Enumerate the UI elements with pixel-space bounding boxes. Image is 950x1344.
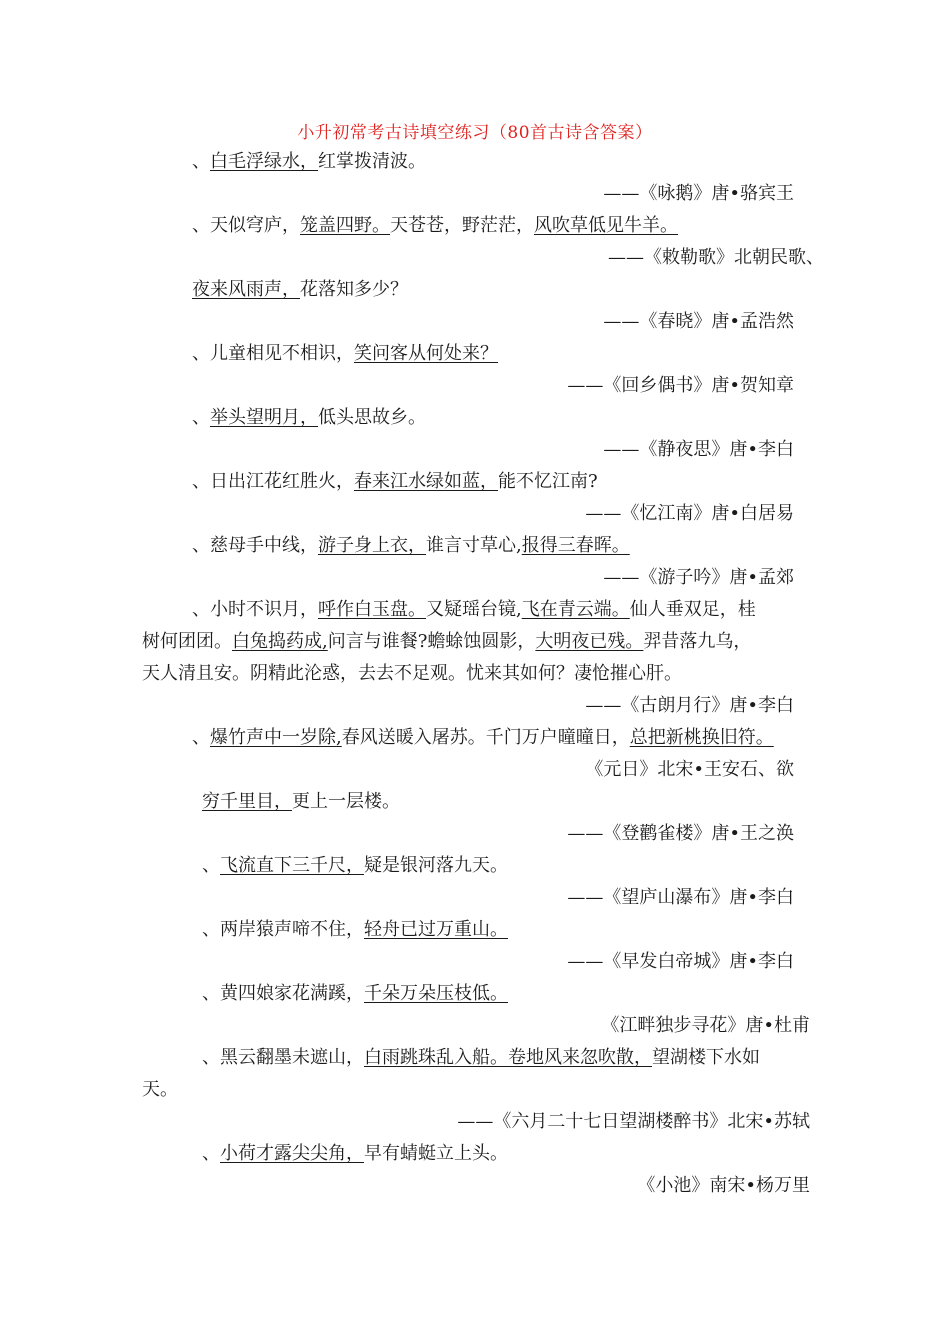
answer-blank: 游子身上衣， xyxy=(318,535,426,556)
poem-source: ——《游子吟》唐•孟郊 xyxy=(603,567,794,588)
verse-text: 、黑云翻墨未遮山， xyxy=(202,1047,364,1068)
verse-text: 谁言寸草心, xyxy=(426,535,522,556)
verse-text: 问言与谁餐?蟾蜍蚀圆影， xyxy=(327,631,536,652)
verse-text: 更上一层楼。 xyxy=(292,791,400,812)
verse-text: 能不忆江南? xyxy=(498,471,598,492)
verse-text: 天人清且安。阴精此沦惑，去去不足观。忧来其如何？凄怆摧心肝。 xyxy=(142,663,682,684)
verse-line xyxy=(142,662,682,686)
document-title: 小升初常考古诗填空练习（80首古诗含答案） xyxy=(297,123,653,143)
answer-blank: 爆竹声中一岁除, xyxy=(210,727,342,748)
verse-text: 早有蜻蜓立上头。 xyxy=(364,1143,508,1164)
answer-blank: 风吹草低见牛羊。 xyxy=(534,215,678,236)
answer-blank: 总把新桃换旧符。 xyxy=(629,727,774,748)
verse-text: 、日出江花红胜火， xyxy=(192,471,354,492)
poem-source: ——《望庐山瀑布》唐•李白 xyxy=(567,887,794,908)
verse-text: 疑是银河落九天。 xyxy=(364,855,508,876)
poem-source: 《江畔独步寻花》唐•杜甫 xyxy=(601,1015,810,1036)
verse-line xyxy=(142,1078,178,1102)
poem-source: ——《静夜思》唐•李白 xyxy=(603,439,794,460)
poem-source: ——《早发白帝城》唐•李白 xyxy=(567,951,794,972)
verse-line xyxy=(202,790,400,814)
poem-source: ——《回乡偶书》唐•贺知章 xyxy=(567,375,794,396)
verse-text: 、 xyxy=(192,727,210,748)
answer-blank: 举头望明月， xyxy=(210,407,318,428)
verse-text: 天苍苍，野茫茫， xyxy=(390,215,534,236)
verse-text: 望湖楼下水如 xyxy=(652,1047,760,1068)
verse-text: 、 xyxy=(202,855,220,876)
verse-line xyxy=(142,630,751,654)
answer-blank: 穷千里目， xyxy=(202,791,292,812)
verse-text: 、黄四娘家花满蹊， xyxy=(202,983,364,1004)
poem-source: 《小池》南宋•杨万里 xyxy=(637,1175,810,1196)
verse-text: 、 xyxy=(192,151,210,172)
answer-blank: 笑问客从何处来？ xyxy=(354,343,498,364)
verse-text: 花落知多少？ xyxy=(300,279,408,300)
poem-source: ——《古朗月行》唐•李白 xyxy=(585,695,794,716)
verse-line xyxy=(202,918,508,942)
answer-blank: 大明夜已残。 xyxy=(535,631,644,652)
answer-blank: 夜来风雨声， xyxy=(192,279,300,300)
verse-text: 、 xyxy=(192,407,210,428)
poem-source: ——《忆江南》唐•白居易 xyxy=(585,503,794,524)
answer-blank: 飞流直下三千尺， xyxy=(220,855,364,876)
verse-text: 低头思故乡。 xyxy=(318,407,426,428)
verse-text: 天。 xyxy=(142,1079,178,1100)
verse-line xyxy=(192,726,774,750)
answer-blank: 呼作白玉盘。 xyxy=(318,599,426,620)
verse-text: 又疑瑶台镜, xyxy=(426,599,522,620)
verse-line xyxy=(192,534,630,558)
verse-line xyxy=(192,278,408,302)
poem-source: 《元日》北宋•王安石、欲 xyxy=(585,759,794,780)
verse-text: 、 xyxy=(202,1143,220,1164)
verse-text: 红掌拨清波。 xyxy=(318,151,426,172)
verse-text: 、儿童相见不相识， xyxy=(192,343,354,364)
poem-source: ——《春晓》唐•孟浩然 xyxy=(603,311,794,332)
answer-blank: 飞在青云端。 xyxy=(521,599,630,620)
answer-blank: 卷地风来忽吹散， xyxy=(508,1047,652,1068)
verse-line xyxy=(192,470,598,494)
answer-blank: 轻舟已过万重山。 xyxy=(364,919,508,940)
verse-text: 仙人垂双足，桂 xyxy=(629,599,756,620)
verse-line xyxy=(192,598,756,622)
answer-blank: 报得三春晖。 xyxy=(521,535,630,556)
verse-text: 春风送暖入屠苏。千门万户曈曈日， xyxy=(341,727,630,748)
poem-source: ——《登鹳雀楼》唐•王之涣 xyxy=(567,823,794,844)
answer-blank: 春来江水绿如蓝， xyxy=(354,471,498,492)
verse-line xyxy=(202,1046,760,1070)
verse-line xyxy=(192,406,426,430)
poem-source: ——《敕勒歌》北朝民歌、 xyxy=(608,247,824,268)
verse-line xyxy=(202,1142,508,1166)
verse-text: 、小时不识月， xyxy=(192,599,318,620)
verse-line xyxy=(202,982,508,1006)
poem-source: ——《咏鹅》唐•骆宾王 xyxy=(603,183,794,204)
verse-text: 、两岸猿声啼不住， xyxy=(202,919,364,940)
verse-line xyxy=(192,214,678,238)
verse-line xyxy=(202,854,508,878)
verse-line xyxy=(192,150,426,174)
answer-blank: 白兔捣药成, xyxy=(232,631,328,652)
verse-text: 羿昔落九乌， xyxy=(643,631,752,652)
verse-text: 树何团团。 xyxy=(142,631,232,652)
verse-text: 、天似穹庐， xyxy=(192,215,300,236)
verse-line xyxy=(192,342,498,366)
answer-blank: 笼盖四野。 xyxy=(300,215,390,236)
poem-source: ——《六月二十七日望湖楼醉书》北宋•苏轼 xyxy=(457,1111,810,1132)
answer-blank: 千朵万朵压枝低。 xyxy=(364,983,508,1004)
answer-blank: 白雨跳珠乱入船。 xyxy=(364,1047,508,1068)
verse-text: 、慈母手中线， xyxy=(192,535,318,556)
answer-blank: 小荷才露尖尖角， xyxy=(220,1143,364,1164)
answer-blank: 白毛浮绿水， xyxy=(210,151,318,172)
